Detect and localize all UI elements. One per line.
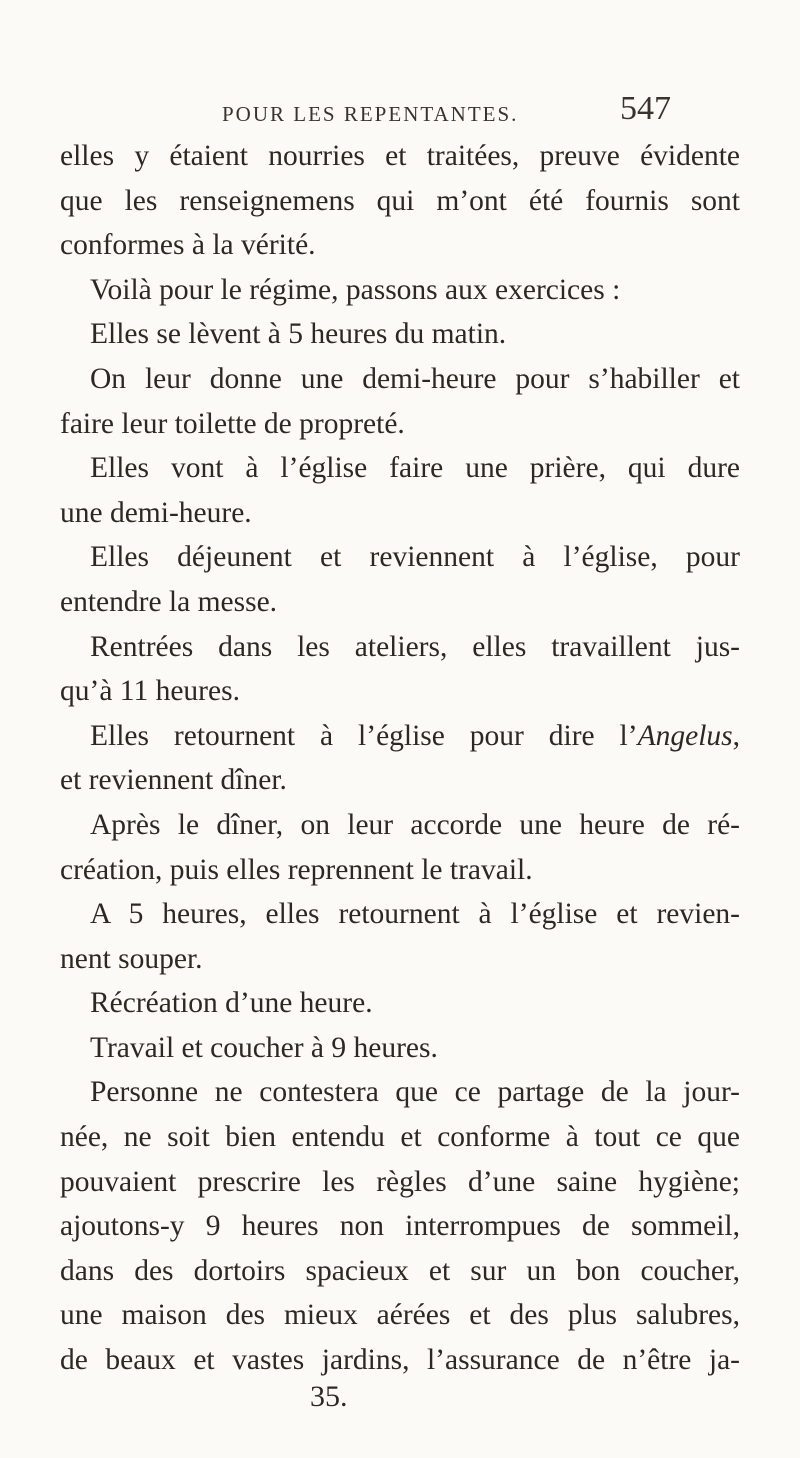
- text-line: création, puis elles reprennent le travail.: [60, 853, 533, 886]
- running-title: POUR LES REPENTANTES.: [222, 102, 519, 126]
- text-line: Après le dîner, on leur accorde une heure de ré-: [90, 808, 740, 841]
- text-line: nent souper.: [60, 942, 203, 975]
- text-line: que les renseignemens qui m’ont été fournis sont: [60, 184, 740, 217]
- body-text: [60, 134, 740, 1383]
- italic-word-angelus: Angelus: [637, 719, 733, 752]
- text-line: Voilà pour le régime, passons aux exercices :: [90, 273, 621, 306]
- text-line: Elles déjeunent et reviennent à l’église, pour: [90, 541, 740, 574]
- text-line: Personne ne contestera que ce partage de la jour-: [90, 1076, 740, 1109]
- text-line: pouvaient prescrire les règles d’une saine hygiène;: [60, 1165, 740, 1198]
- text-line: Rentrées dans les ateliers, elles travaillent jus-: [90, 630, 740, 663]
- running-head: [60, 90, 720, 134]
- text-line: elles y étaient nourries et traitées, preuve évidente: [60, 140, 740, 172]
- text-line: conformes à la vérité.: [60, 229, 316, 262]
- text-line-angelus: [60, 714, 740, 759]
- text-segment: Elles retournent à l’église pour dire l’: [90, 719, 638, 752]
- text-line: et reviennent dîner.: [60, 764, 287, 797]
- text-line: née, ne soit bien entendu et conforme à tout ce que: [60, 1121, 740, 1154]
- text-line: une demi-heure.: [60, 496, 252, 529]
- text-line: Elles se lèvent à 5 heures du matin.: [90, 318, 507, 351]
- text-line: A 5 heures, elles retournent à l’église et revien-: [90, 898, 740, 931]
- text-line: faire leur toilette de propreté.: [60, 407, 405, 440]
- text-line: Récréation d’une heure.: [90, 987, 373, 1020]
- text-line: entendre la messe.: [60, 585, 278, 618]
- text-line: On leur donne une demi-heure pour s’habiller et: [90, 362, 740, 395]
- text-line: qu’à 11 heures.: [60, 675, 240, 708]
- text-segment: ,: [732, 719, 740, 752]
- signature-mark: 35.: [310, 1380, 348, 1413]
- page-number: 547: [620, 90, 671, 127]
- text-line: Travail et coucher à 9 heures.: [90, 1031, 438, 1064]
- text-line: de beaux et vastes jardins, l’assurance de n’être ja-: [60, 1344, 740, 1377]
- text-line: dans des dortoirs spacieux et sur un bon coucher,: [60, 1254, 740, 1287]
- text-line: Elles vont à l’église faire une prière, qui dure: [90, 452, 740, 485]
- text-line: ajoutons-y 9 heures non interrompues de sommeil,: [60, 1210, 740, 1243]
- text-line: une maison des mieux aérées et des plus salubres,: [60, 1299, 740, 1332]
